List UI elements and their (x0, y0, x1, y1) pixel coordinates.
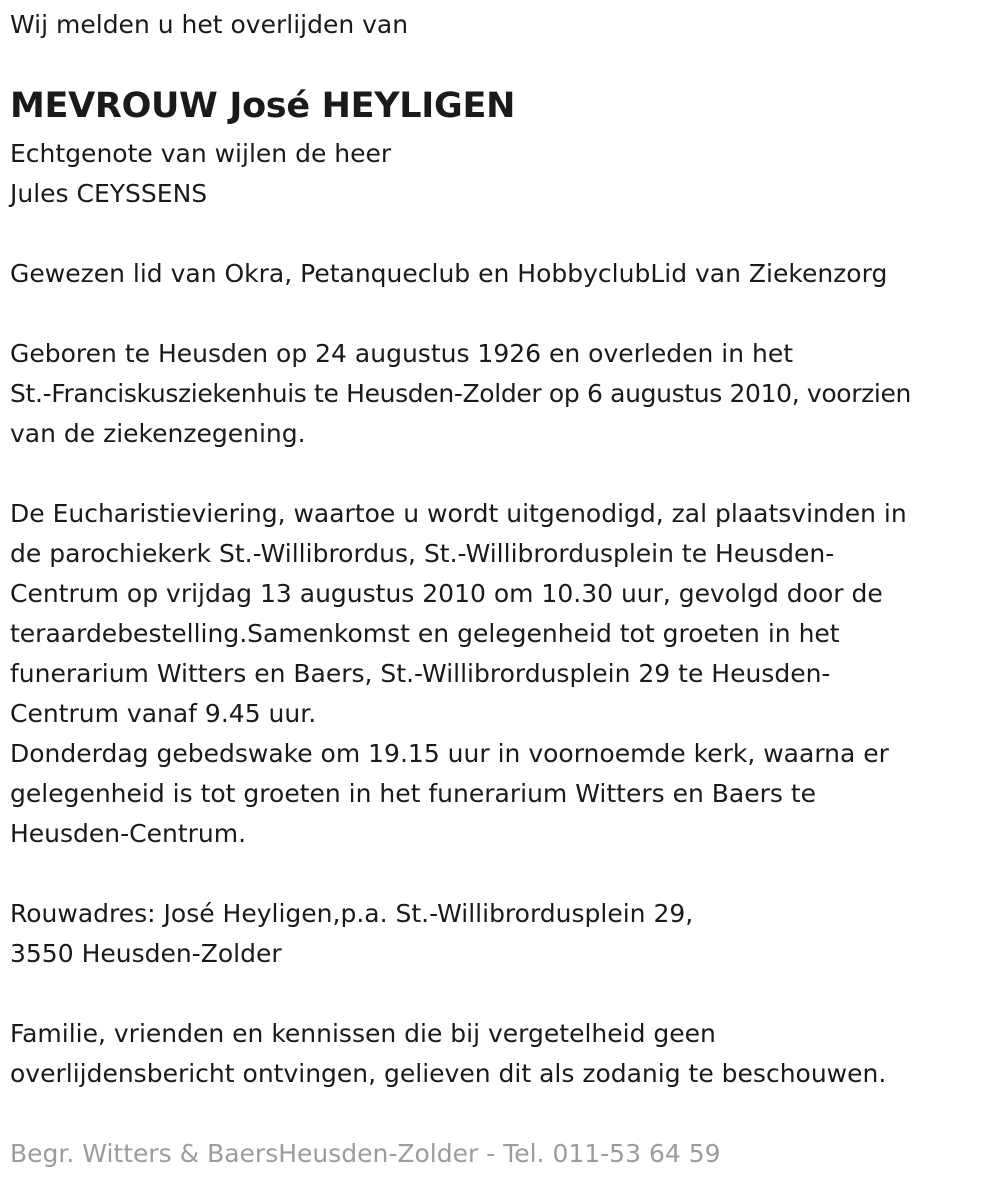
ceremony-line: Heusden-Centrum. (10, 819, 247, 848)
membership-block (10, 254, 887, 294)
spouse-line: Jules CEYSSENS (10, 179, 208, 208)
spouse-line: Echtgenote van wijlen de heer (10, 139, 392, 168)
address-line: Rouwadres: José Heyligen,p.a. St.-Willibrordusplein 29, (10, 899, 694, 928)
birth-death-line: van de ziekenzegening. (10, 419, 306, 448)
ceremony-line: Centrum vanaf 9.45 uur. (10, 699, 317, 728)
birth-death-line: St.-Franciskusziekenhuis te Heusden-Zolder op 6 augustus 2010, voorzien (10, 379, 912, 408)
spouse-block (10, 134, 391, 214)
ceremony-line: teraardebestelling.Samenkomst en gelegenheid tot groeten in het (10, 619, 840, 648)
birth-death-block (10, 334, 911, 454)
ceremony-line: Donderdag gebedswake om 19.15 uur in voornoemde kerk, waarna er (10, 739, 889, 768)
membership-line: Gewezen lid van Okra, Petanqueclub en HobbyclubLid van Ziekenzorg (10, 259, 888, 288)
family-note-block (10, 1014, 886, 1094)
birth-death-line: Geboren te Heusden op 24 augustus 1926 en overleden in het (10, 339, 794, 368)
family-note-line: Familie, vrienden en kennissen die bij vergetelheid geen (10, 1019, 716, 1048)
ceremony-line: de parochiekerk St.-Willibrordus, St.-Willibrordusplein te Heusden- (10, 539, 835, 568)
family-note-line: overlijdensbericht ontvingen, gelieven dit als zodanig te beschouwen. (10, 1059, 887, 1088)
deceased-name: MEVROUW José HEYLIGEN (10, 86, 516, 126)
ceremony-line: De Eucharistieviering, waartoe u wordt uitgenodigd, zal plaatsvinden in (10, 499, 907, 528)
mourning-address-block (10, 894, 693, 974)
address-line: 3550 Heusden-Zolder (10, 939, 282, 968)
funeral-home-footer: Begr. Witters & BaersHeusden-Zolder - Tel. 011-53 64 59 (10, 1139, 721, 1168)
intro-text: Wij melden u het overlijden van (10, 10, 409, 39)
ceremony-line: Centrum op vrijdag 13 augustus 2010 om 10.30 uur, gevolgd door de (10, 579, 883, 608)
ceremony-line: gelegenheid is tot groeten in het funerarium Witters en Baers te (10, 779, 817, 808)
ceremony-block (10, 494, 907, 854)
ceremony-line: funerarium Witters en Baers, St.-Willibrordusplein 29 te Heusden- (10, 659, 831, 688)
